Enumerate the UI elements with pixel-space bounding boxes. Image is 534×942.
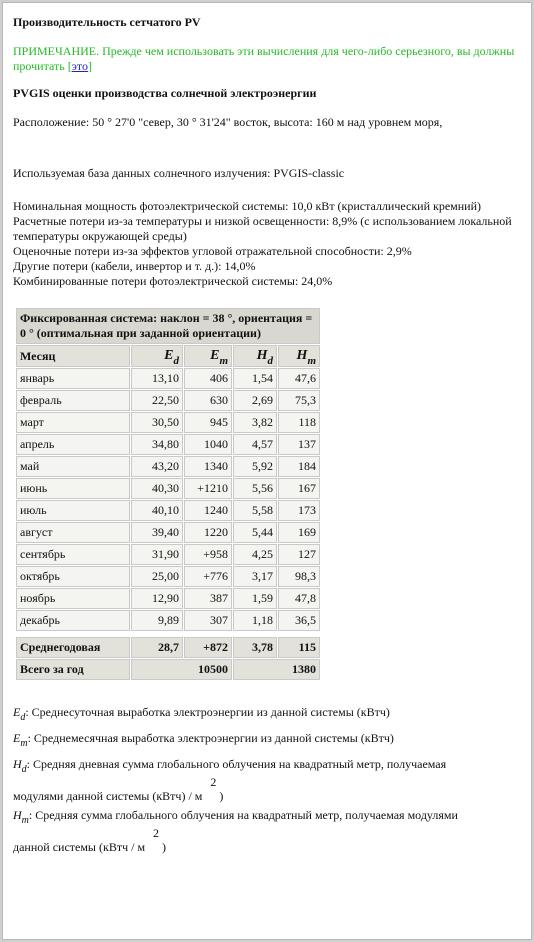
cell-ed: 43,20 bbox=[131, 456, 183, 477]
cell-hd: 5,58 bbox=[233, 500, 277, 521]
cell-hd: 5,44 bbox=[233, 522, 277, 543]
table-row bbox=[16, 566, 320, 587]
legend-hd: $H_d$: Средняя дневная сумма глобального облучения на квадратный метр, получаемая модулями данной системы (кВтч) / м 2 ) bbox=[13, 757, 447, 803]
cell-ed: 25,00 bbox=[131, 566, 183, 587]
month-name: июнь bbox=[16, 478, 130, 499]
month-name: май bbox=[16, 456, 130, 477]
param-other-loss: Другие потери (кабели, инвертор и т. д.): 14,0% bbox=[13, 259, 256, 273]
param-reflect-loss: Оценочные потери из-за эффектов угловой отражательной способности: 2,9% bbox=[13, 244, 412, 258]
yearly-total-label: Всего за год bbox=[16, 659, 130, 680]
table-row bbox=[16, 412, 320, 433]
cell-em: 1240 bbox=[184, 500, 232, 521]
col-header-hd: Hd bbox=[233, 345, 277, 367]
yearly-average-em: +872 bbox=[184, 637, 232, 658]
yearly-total-row bbox=[16, 659, 320, 680]
cell-hm: 118 bbox=[278, 412, 320, 433]
month-name: март bbox=[16, 412, 130, 433]
table-row bbox=[16, 478, 320, 499]
cell-ed: 40,30 bbox=[131, 478, 183, 499]
system-params bbox=[13, 199, 521, 289]
legend-hm: $H_m$: Средняя сумма глобального облучения на квадратный метр, получаемая модулями данной системы (кВтч / м 2 ) bbox=[13, 808, 458, 854]
yearly-average-hd: 3,78 bbox=[233, 637, 277, 658]
yearly-total-em: 10500 bbox=[131, 659, 232, 680]
cell-em: 1340 bbox=[184, 456, 232, 477]
month-name: апрель bbox=[16, 434, 130, 455]
cell-em: +776 bbox=[184, 566, 232, 587]
page-title: Производительность сетчатого PV bbox=[13, 15, 201, 29]
cell-hm: 173 bbox=[278, 500, 320, 521]
cell-hd: 5,56 bbox=[233, 478, 277, 499]
cell-hd: 2,69 bbox=[233, 390, 277, 411]
table-row bbox=[16, 522, 320, 543]
note-bracket-open: [ bbox=[67, 59, 72, 73]
table-caption: Фиксированная система: наклон = 38 °, ориентация = 0 ° (оптимальная при заданной ориентации) bbox=[16, 308, 320, 344]
yearly-total-hm: 1380 bbox=[233, 659, 320, 680]
table-row bbox=[16, 434, 320, 455]
cell-hd: 1,59 bbox=[233, 588, 277, 609]
location-text: Расположение: 50 ° 27'0 "север, 30 ° 31'24" восток, высота: 160 м над уровнем моря, bbox=[13, 115, 443, 129]
note-paragraph bbox=[13, 44, 521, 74]
table-row bbox=[16, 390, 320, 411]
cell-hm: 47,6 bbox=[278, 368, 320, 389]
cell-hd: 3,17 bbox=[233, 566, 277, 587]
cell-hm: 184 bbox=[278, 456, 320, 477]
cell-hm: 169 bbox=[278, 522, 320, 543]
note-text: ПРИМЕЧАНИЕ. Прежде чем использовать эти вычисления для чего-либо серьезного, вы должны прочитать bbox=[13, 44, 515, 73]
results-table bbox=[15, 307, 321, 681]
cell-hd: 4,25 bbox=[233, 544, 277, 565]
cell-em: +958 bbox=[184, 544, 232, 565]
cell-em: 945 bbox=[184, 412, 232, 433]
note-link[interactable]: это bbox=[71, 59, 88, 73]
cell-hm: 75,3 bbox=[278, 390, 320, 411]
col-header-hm: Hm bbox=[278, 345, 320, 367]
param-combined-loss: Комбинированные потери фотоэлектрической системы: 24,0% bbox=[13, 274, 333, 288]
cell-em: 1040 bbox=[184, 434, 232, 455]
cell-hd: 3,82 bbox=[233, 412, 277, 433]
yearly-average-row bbox=[16, 637, 320, 658]
yearly-average-hm: 115 bbox=[278, 637, 320, 658]
month-name: февраль bbox=[16, 390, 130, 411]
cell-em: 387 bbox=[184, 588, 232, 609]
month-rows bbox=[16, 368, 320, 631]
yearly-average-ed: 28,7 bbox=[131, 637, 183, 658]
cell-em: 307 bbox=[184, 610, 232, 631]
legend-ed: $E_d$: Среднесуточная выработка электроэнергии из данной системы (кВтч) bbox=[13, 705, 390, 723]
param-temp-loss: Расчетные потери из-за температуры и низкой освещенности: 8,9% (с использованием локальной температуры окружающей среды) bbox=[13, 214, 512, 243]
table-row bbox=[16, 544, 320, 565]
cell-hm: 127 bbox=[278, 544, 320, 565]
legend bbox=[13, 705, 521, 855]
cell-ed: 40,10 bbox=[131, 500, 183, 521]
table-row bbox=[16, 588, 320, 609]
cell-hm: 137 bbox=[278, 434, 320, 455]
month-name: ноябрь bbox=[16, 588, 130, 609]
cell-em: 630 bbox=[184, 390, 232, 411]
cell-hd: 5,92 bbox=[233, 456, 277, 477]
table-row bbox=[16, 368, 320, 389]
cell-ed: 31,90 bbox=[131, 544, 183, 565]
cell-hm: 47,8 bbox=[278, 588, 320, 609]
cell-hm: 98,3 bbox=[278, 566, 320, 587]
month-name: август bbox=[16, 522, 130, 543]
note-bracket-close: ] bbox=[87, 59, 92, 73]
cell-hm: 167 bbox=[278, 478, 320, 499]
cell-ed: 12,90 bbox=[131, 588, 183, 609]
cell-ed: 13,10 bbox=[131, 368, 183, 389]
cell-ed: 34,80 bbox=[131, 434, 183, 455]
table-row bbox=[16, 500, 320, 521]
cell-em: 1220 bbox=[184, 522, 232, 543]
section-heading: PVGIS оценки производства солнечной электроэнергии bbox=[13, 86, 317, 100]
cell-em: +1210 bbox=[184, 478, 232, 499]
cell-hd: 4,57 bbox=[233, 434, 277, 455]
cell-hd: 1,18 bbox=[233, 610, 277, 631]
month-name: октябрь bbox=[16, 566, 130, 587]
cell-ed: 30,50 bbox=[131, 412, 183, 433]
yearly-average-label: Среднегодовая bbox=[16, 637, 130, 658]
month-name: январь bbox=[16, 368, 130, 389]
table-row bbox=[16, 610, 320, 631]
cell-hm: 36,5 bbox=[278, 610, 320, 631]
legend-em: $E_m$: Среднемесячная выработка электроэнергии из данной системы (кВтч) bbox=[13, 731, 394, 749]
month-header: Месяц bbox=[16, 345, 130, 367]
cell-ed: 9,89 bbox=[131, 610, 183, 631]
month-name: июль bbox=[16, 500, 130, 521]
cell-hd: 1,54 bbox=[233, 368, 277, 389]
month-name: сентябрь bbox=[16, 544, 130, 565]
param-nominal-power: Номинальная мощность фотоэлектрической системы: 10,0 кВт (кристаллический кремний) bbox=[13, 199, 482, 213]
col-header-ed: Ed bbox=[131, 345, 183, 367]
table-row bbox=[16, 456, 320, 477]
cell-em: 406 bbox=[184, 368, 232, 389]
cell-ed: 22,50 bbox=[131, 390, 183, 411]
month-name: декабрь bbox=[16, 610, 130, 631]
col-header-em: Em bbox=[184, 345, 232, 367]
database-text: Используемая база данных солнечного излучения: PVGIS-classic bbox=[13, 166, 345, 180]
cell-ed: 39,40 bbox=[131, 522, 183, 543]
result-page bbox=[2, 2, 532, 940]
